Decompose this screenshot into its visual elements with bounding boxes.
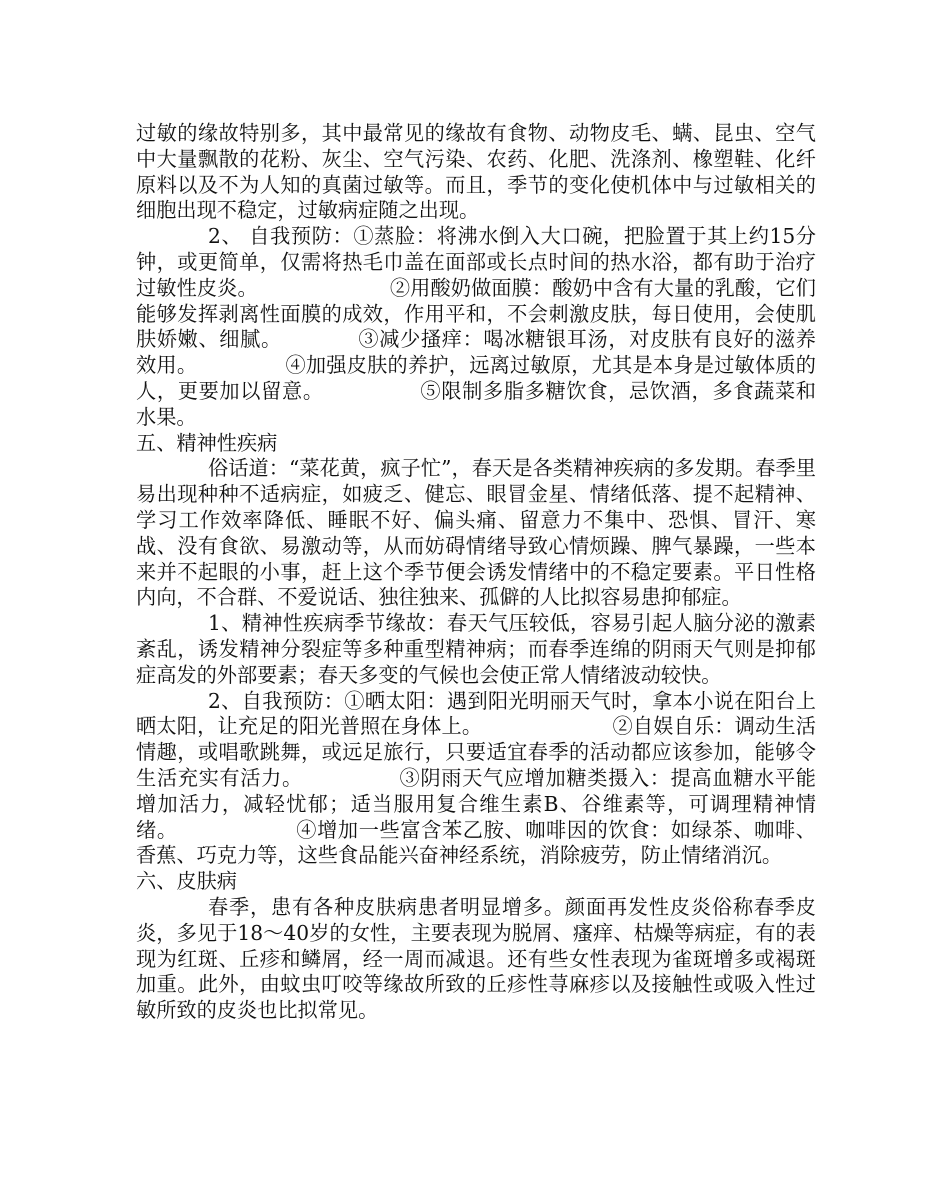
paragraph-skin-disease: 春季，患有各种皮肤病患者明显增多。颜面再发性皮炎俗称春季皮炎，多见于18～40岁的女性，主要表现为脱屑、瘙痒、枯燥等病症，有的表现为红斑、丘疹和鳞屑，经一周而减退。还有些女性表现为雀斑增多或褐斑加重。此外，由蚊虫叮咬等缘故所致的丘疹性荨麻疹以及接触性或吸入性过敏所致的皮炎也比拟常见。 xyxy=(136,894,816,1023)
prevention-item-yogurt: ②用酸奶做面膜：酸奶中含有大量的乳酸，它们能够发挥剥离性面膜的成效，作用平和，不会刺激皮肤，每日使用，会使肌肤娇嫩、细腻。 xyxy=(136,275,816,352)
document-page xyxy=(136,121,816,1024)
paragraph-allergy-prevention xyxy=(136,224,816,430)
prevention-item-itch: ③减少搔痒：喝冰糖银耳汤，对皮肤有良好的滋养效用。 xyxy=(136,327,816,378)
prevention-item-care: ④加强皮肤的养护，远离过敏原，尤其是本身是过敏体质的人，更要加以留意。 xyxy=(136,353,816,403)
mental-item-fun: ②自娱自乐：调动生活情趣，或唱歌跳舞，或远足旅行，只要适宜春季的活动都应该参加，能够令生活充实有活力。 xyxy=(136,714,816,790)
prevention-item-steam: 2、 自我预防：①蒸脸：将沸水倒入大口碗，把脸置于其上约15分钟，或更简单，仅需将热毛巾盖在面部或长点时间的热水浴，都有助于治疗过敏性皮炎。 xyxy=(136,224,816,300)
section-heading-skin: 六、皮肤病 xyxy=(136,869,237,894)
mental-item-food: ④增加一些富含苯乙胺、咖啡因的饮食：如绿茶、咖啡、香蕉、巧克力等，这些食品能兴奋神经系统，消除疲劳，防止情绪消沉。 xyxy=(136,817,816,868)
paragraph-mental-prevention xyxy=(136,689,816,870)
section-heading-mental: 五、精神性疾病 xyxy=(136,430,278,455)
prevention-item-diet: ⑤限制多脂多糖饮食，忌饮酒，多食蔬菜和水果。 xyxy=(136,378,816,429)
paragraph-allergy-causes: 过敏的缘故特别多，其中最常见的缘故有食物、动物皮毛、螨、昆虫、空气中大量飘散的花粉、灰尘、空气污染、农药、化肥、洗涤剂、橡塑鞋、化纤原料以及不为人知的真菌过敏等。而且，季节的变化使机体中与过敏相关的细胞出现不稳定，过敏病症随之出现。 xyxy=(136,121,816,223)
mental-item-sugar: ③阴雨天气应增加糖类摄入：提高血糖水平能增加活力，减轻忧郁；适当服用复合维生素B、谷维素等，可调理精神情绪。 xyxy=(136,765,816,842)
paragraph-mental-intro: 俗话道：“菜花黄，疯子忙”，春天是各类精神疾病的多发期。春季里易出现种种不适病症，如疲乏、健忘、眼冒金星、情绪低落、提不起精神、学习工作效率降低、睡眠不好、偏头痛、留意力不集中、恐惧、冒汗、寒战、没有食欲、易激动等，从而妨碍情绪导致心情烦躁、脾气暴躁，一些本来并不起眼的小事，赶上这个季节便会诱发情绪中的不稳定要素。平日性格内向，不合群、不爱说话、独往独来、孤僻的人比拟容易患抑郁症。 xyxy=(136,456,816,610)
mental-item-sun: 2、自我预防：①晒太阳：遇到阳光明丽天气时，拿本小说在阳台上晒太阳，让充足的阳光普照在身体上。 xyxy=(136,688,816,739)
paragraph-mental-causes: 1、精神性疾病季节缘故：春天气压较低，容易引起人脑分泌的激素紊乱，诱发精神分裂症等多种重型精神病；而春季连绵的阴雨天气则是抑郁症高发的外部要素；春天多变的气候也会使正常人情绪波动较快。 xyxy=(136,611,816,687)
